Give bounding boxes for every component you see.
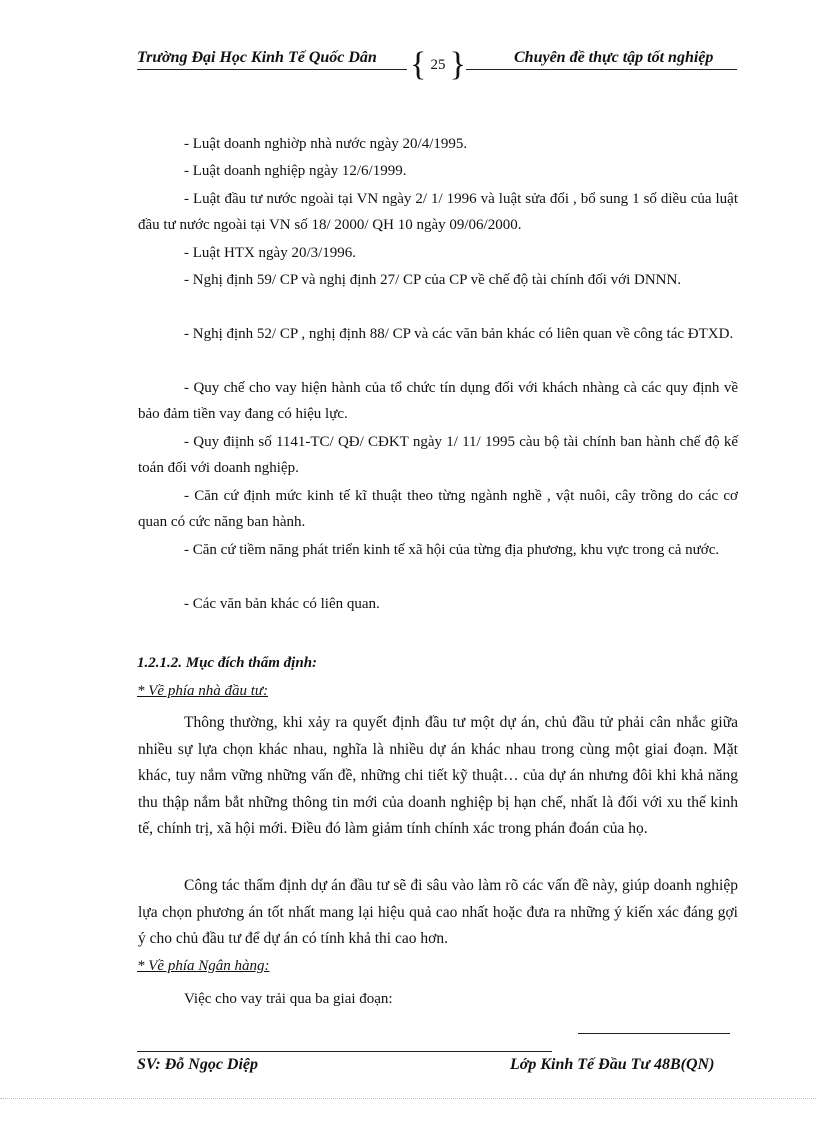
investor-subheading: * Về phía nhà đầu tư: [137, 683, 269, 699]
footer-rule [137, 1051, 552, 1052]
header-school-name: Trường Đại Học Kinh Tế Quốc Dân [137, 49, 377, 66]
footnote-separator [578, 1033, 730, 1034]
page-number-box [410, 46, 466, 84]
header-rule-right [466, 69, 737, 70]
list-item: - Nghị định 59/ CP và nghị định 27/ CP của CP về chế độ tài chính đối với DNNN. [184, 272, 682, 288]
page-number: 25 [430, 57, 446, 73]
footer-class-name: Lớp Kinh Tế Đầu Tư 48B(QN) [510, 1056, 715, 1073]
left-brace-icon: { [410, 46, 427, 83]
list-item: - Quy điịnh số 1141-TC/ QĐ/ CĐKT ngày 1/ 11/ 1995 càu bộ tài chính ban hành chế độ kế toán đối với doanh nghiệp. [138, 434, 738, 476]
list-item: - Luật doanh nghiệp ngày 12/6/1999. [184, 163, 407, 179]
right-brace-icon: } [449, 46, 466, 83]
bank-paragraph: Việc cho vay trải qua ba giai đoạn: [184, 991, 393, 1007]
section-heading: 1.2.1.2. Mục đích thẩm định: [137, 655, 318, 671]
investor-paragraph-2: Công tác thẩm định dự án đầu tư sẽ đi sâu vào làm rõ các vấn đề này, giúp doanh nghiệp lựa chọn phương án tốt nhất mang lại hiệu quả cao nhất hoặc đưa ra những ý kiến xác đáng gợi ý cho chủ đầu tư để dự án có tính khả thi cao hơn. [138, 877, 738, 947]
header-report-title: Chuyên đề thực tập tốt nghiệp [514, 49, 714, 66]
list-item: - Căn cứ tiềm năng phát triển kinh tế xã hội của từng địa phương, khu vực trong cả nước. [184, 542, 720, 558]
list-item: - Căn cứ định mức kinh tế kĩ thuật theo từng ngành nghề , vật nuôi, cây trồng do các cơ quan có cức năng ban hành. [138, 488, 738, 530]
bank-subheading: * Về phía Ngân hàng: [137, 958, 270, 974]
list-item: - Luật doanh nghiờp nhà nước ngày 20/4/1995. [184, 136, 468, 152]
page-edge-dotted-line [0, 1098, 816, 1099]
list-item: - Nghị định 52/ CP , nghị định 88/ CP và các văn bản khác có liên quan về công tác ĐTXD. [184, 326, 734, 342]
list-item: - Các văn bản khác có liên quan. [184, 596, 380, 612]
list-item: - Luật đầu tư nước ngoài tại VN ngày 2/ 1/ 1996 và luật sửa đổi , bổ sung 1 số diều của luật đầu tư nước ngoài tại VN số 18/ 2000/ QH 10 ngày 09/06/2000. [138, 191, 738, 233]
list-item: - Quy chế cho vay hiện hành của tổ chức tín dụng đối với khách nhàng cà các quy định về bảo đảm tiền vay đang có hiệu lực. [138, 380, 738, 422]
list-item: - Luật HTX ngày 20/3/1996. [184, 245, 357, 261]
footer-student-name: SV: Đỗ Ngọc Diệp [137, 1056, 259, 1073]
investor-paragraph-1: Thông thường, khi xảy ra quyết định đầu tư một dự án, chủ đầu tử phải cân nhắc giữa nhiều sự lựa chọn khác nhau, nghĩa là nhiều dự án khác nhau trong cùng một giai đoạn. Mặt khác, tuy nắm vững những vấn đề, những chi tiết kỹ thuật… của dự án nhưng đôi khi khả năng thu thập nắm bắt những thông tin mới của doanh nghiệp bị hạn chế, nhất là đối với xu thế kinh tế, chính trị, xã hội mới. Điều đó làm giảm tính chính xác trong phán đoán của họ. [138, 714, 738, 837]
header-rule-left [137, 69, 407, 70]
